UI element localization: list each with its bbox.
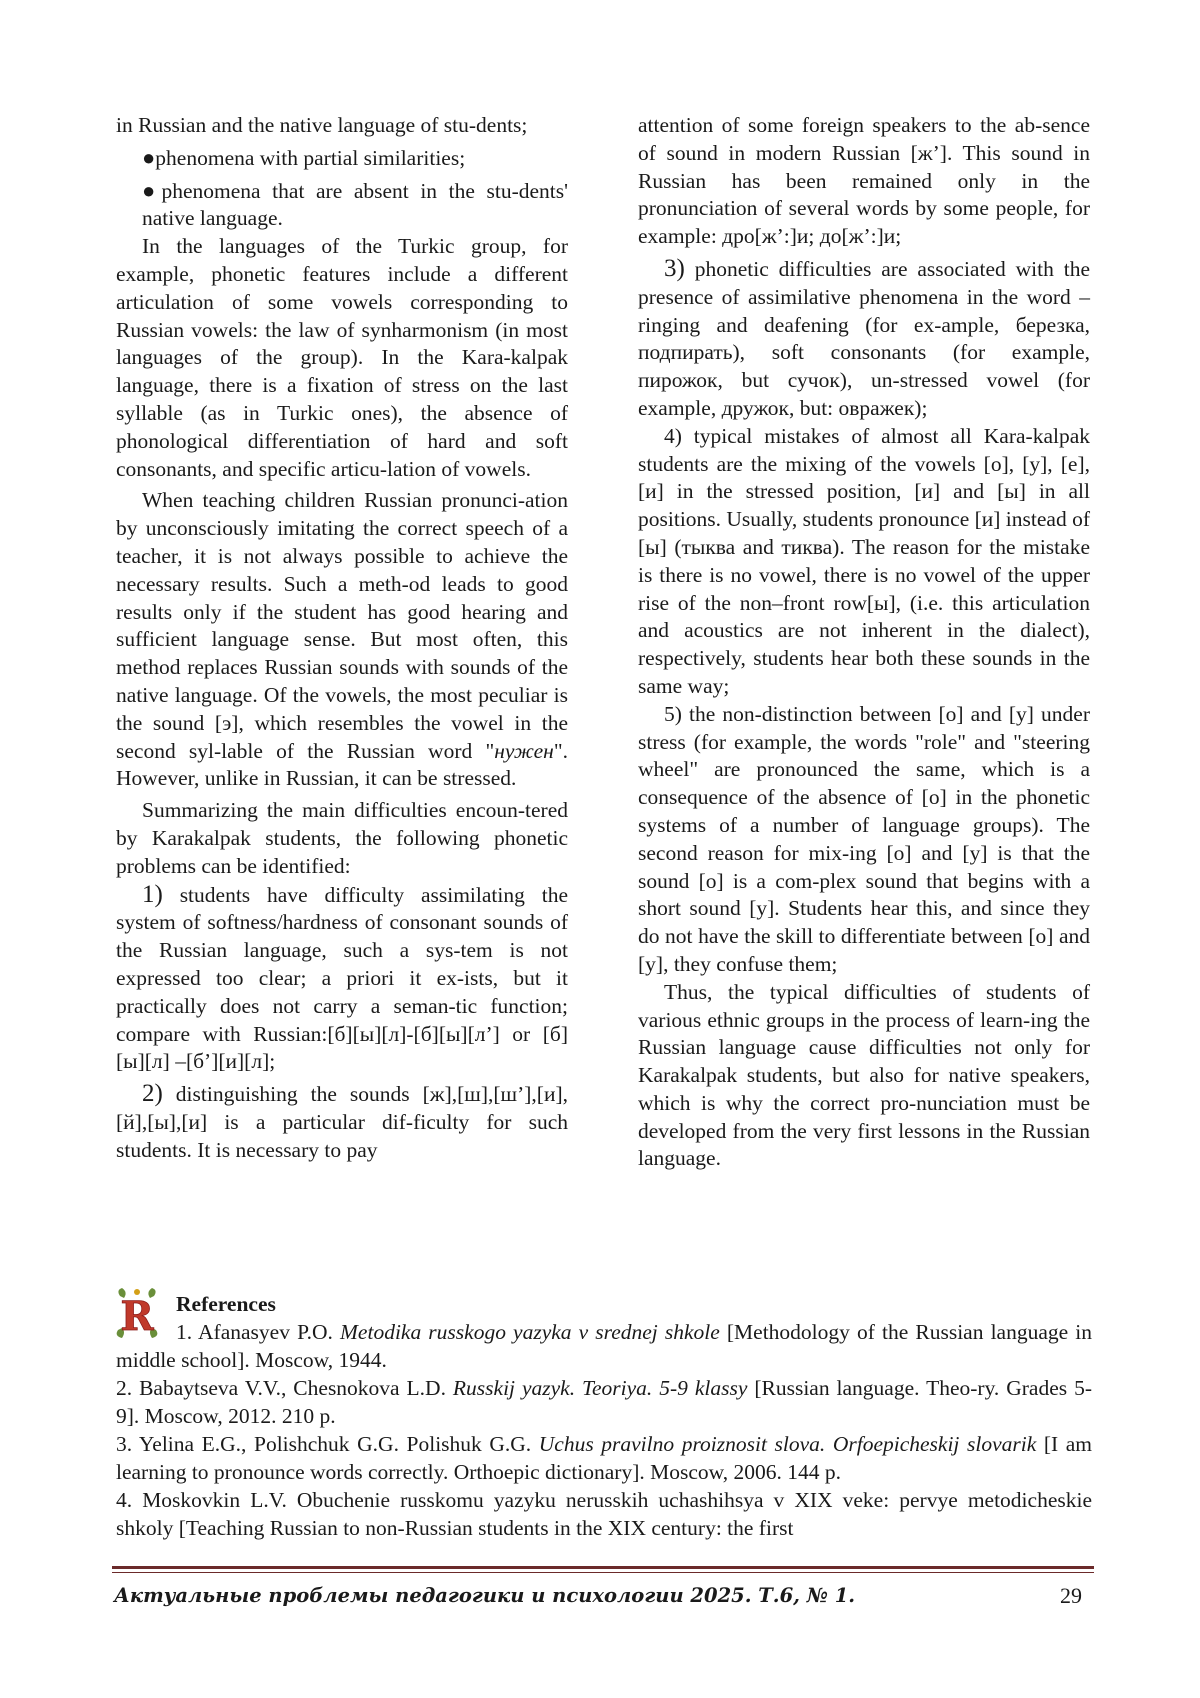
- reference-authors: 4. Moskovkin L.V. Obuchenie russkomu yazyku nerusskih uchashihsya v XIX veke: pervye metodicheskie shkoly [Teaching Russian to non-Russian students in the XIX century: the first: [116, 1488, 1092, 1540]
- bullet-item: [116, 177, 568, 234]
- left-column: [116, 112, 568, 1164]
- references-heading: References: [176, 1292, 276, 1316]
- reference-authors: 1. Afanasyev P.O.: [176, 1320, 341, 1344]
- paragraph: Summarizing the main difficulties encoun-tered by Karakalpak students, the following phonetic problems can be identified:: [116, 798, 568, 878]
- item-number: 2): [142, 1080, 163, 1108]
- reference-item: [116, 1430, 1092, 1486]
- reference-title: Uchus pravilno proiznosit slova. Orfoepicheskij slovarik: [538, 1432, 1037, 1456]
- footer-rule-thin: [112, 1572, 1094, 1573]
- page-number: 29: [1060, 1583, 1082, 1608]
- item-text: distinguishing the sounds [ж],[ш],[ш’],[и],[й],[ы],[и] is a particular dif-ficulty for such students. It is necessary to pay: [116, 1082, 568, 1162]
- item-text: students have difficulty assimilating the system of softness/hardness of consonant sounds of the Russian language, such a sys-tem is not expressed too clear; a priori it ex-ists, but it practically does not carry a seman-tic function; compare with Russian:[б][ы][л]-[б][ы][л’] or [б][ы][л] –[б’][и][л];: [116, 882, 568, 1074]
- bullet-text: phenomena with partial similarities;: [155, 145, 466, 170]
- reference-item: [116, 1374, 1092, 1430]
- paragraph-text: When teaching children Russian pronunci-ation by unconsciously imitating the correct speech of a teacher, it is not always possible to achieve the necessary results. Such a meth-od leads to good results only if the student has good hearing and sufficient language sense. But most often, this method replaces Russian sounds with sounds of the native language. Of the vowels, the most peculiar is the sound [э], which resembles the vowel in the second syl-lable of the Russian word ": [116, 488, 568, 763]
- reference-details: [I am learning to pronounce words correctly. Orthoepic dictionary]. Moscow, 2006. 144 p.: [116, 1432, 1092, 1484]
- numbered-item: [638, 255, 1090, 423]
- footer-rule: [112, 1566, 1094, 1569]
- reference-details: [Methodology of the Russian language in middle school]. Moscow, 1944.: [116, 1320, 1092, 1372]
- reference-item: [116, 1318, 1092, 1374]
- logo-letter: R: [120, 1293, 154, 1340]
- bullet-icon: ●: [142, 144, 156, 170]
- paragraph: attention of some foreign speakers to the ab-sence of sound in modern Russian [ж’]. This sound in Russian has been remained only in the pronunciation of several words by some people, for example: дро[ж’:]и; до[ж’:]и;: [638, 113, 1090, 249]
- paragraph: Thus, the typical difficulties of students of various ethnic groups in the process of learn-ing the Russian language cause difficulties not only for Karakalpak students, but also for native speakers, which is why the correct pro-nunciation must be developed from the very first lessons in the Russian language.: [638, 979, 1090, 1171]
- numbered-item: 4) typical mistakes of almost all Kara-kalpak students are the mixing of the vowels [о], [у], [е], [и] in the stressed position, [и] and [ы] in all positions. Usually, students pronounce [и] instead of [ы] (тыква and тиква). The reason for the mistake is there is no vowel, there is no vowel of the upper rise of the non–front row[ы], (i.e. this articulation and acoustics are not inherent in the dialect), respectively, students hear both these sounds in the same way;: [638, 423, 1090, 698]
- item-text: phonetic difficulties are associated with the presence of assimilative phenomena in the word – ringing and deafening (for ex-ample, березка, подпирать), soft consonants (for example, пирожок, but сучок), un-stressed vowel (for example, дружок, but: овражек);: [638, 256, 1090, 420]
- numbered-item: [116, 881, 568, 1077]
- reference-title: Metodika russkogo yazyka v srednej shkole: [340, 1320, 720, 1344]
- italic-word: нужен: [494, 738, 554, 763]
- references-section: [116, 1290, 1092, 1542]
- paragraph-text: ". However, unlike in Russian, it can be stressed.: [116, 738, 568, 791]
- item-number: 1): [142, 880, 163, 908]
- reference-title: Russkij yazyk. Teoriya. 5-9 klassy: [452, 1376, 748, 1400]
- journal-title: Актуальные проблемы педагогики и психологии 2025. Т.6, № 1.: [114, 1584, 856, 1607]
- paragraph: In the languages of the Turkic group, for example, phonetic features include a different articulation of some vowels corresponding to Russian vowels: the law of synharmonism (in most languages of the group). In the Kara-kalpak language, there is a fixation of stress on the last syllable (as in Turkic ones), the absence of phonological differentiation of hard and soft consonants, and specific articu-lation of vowels.: [116, 234, 568, 481]
- paragraph: [116, 487, 568, 793]
- numbered-item: 5) the non-distinction between [о] and [у] under stress (for example, the words "role" and "steering wheel" are pronounced the same, which is a consequence of the absence of [о] in the phonetic systems of a number of language groups). The second reason for mix-ing [о] and [у] is that the sound [о] is a com-plex sound that begins with a short sound [у]. Students hear this, and since they do not have the skill to differentiate between [о] and [у], they confuse them;: [638, 701, 1090, 976]
- paragraph: in Russian and the native language of stu-dents;: [116, 113, 528, 137]
- numbered-item: [116, 1080, 568, 1164]
- bullet-text: phenomena that are absent in the stu-dents' native language.: [142, 178, 568, 231]
- reference-authors: 2. Babaytseva V.V., Chesnokova L.D.: [116, 1376, 453, 1400]
- reference-authors: 3. Yelina E.G., Polishchuk G.G. Polishuk G.G.: [116, 1432, 539, 1456]
- right-column: [638, 112, 1090, 1173]
- bullet-item: [116, 144, 568, 173]
- reference-details: [Russian language. Theo-ry. Grades 5-9]. Moscow, 2012. 210 p.: [116, 1376, 1092, 1428]
- item-number: 3): [664, 254, 685, 282]
- reference-item: [116, 1486, 1092, 1542]
- bullet-icon: ●: [142, 177, 162, 203]
